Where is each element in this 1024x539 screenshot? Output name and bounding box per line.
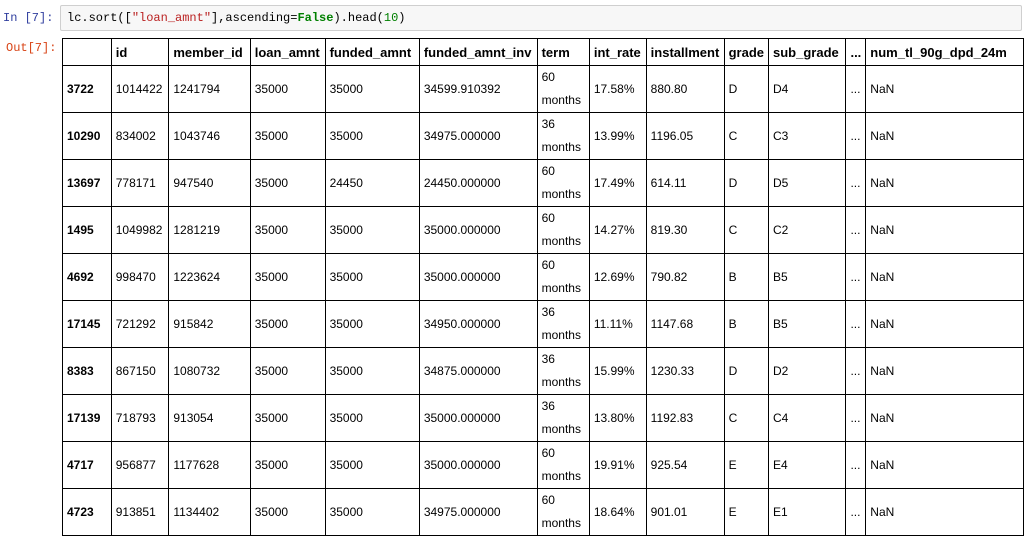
table-cell: 1043746 [169, 113, 250, 160]
table-cell: C [724, 207, 768, 254]
column-header: sub_grade [769, 39, 846, 66]
row-index: 17139 [63, 395, 112, 442]
input-prompt: In [7]: [3, 11, 54, 25]
table-cell: B [724, 254, 768, 301]
table-cell: 947540 [169, 160, 250, 207]
column-header: int_rate [589, 39, 646, 66]
code-input-cell[interactable] [60, 5, 1022, 31]
table-cell: 36 months [537, 348, 589, 395]
table-cell: 1281219 [169, 207, 250, 254]
table-cell: 718793 [111, 395, 169, 442]
table-cell: C3 [769, 113, 846, 160]
code-part: ],ascending= [211, 11, 298, 25]
table-cell: 834002 [111, 113, 169, 160]
table-row [63, 301, 1024, 348]
table-cell: NaN [866, 395, 1024, 442]
table-cell: 35000 [325, 442, 419, 489]
table-cell: 35000 [250, 207, 325, 254]
table-cell: 913851 [111, 489, 169, 536]
table-cell: 790.82 [646, 254, 724, 301]
column-header: funded_amnt_inv [419, 39, 537, 66]
table-cell: 35000 [250, 301, 325, 348]
table-cell: 35000 [250, 254, 325, 301]
table-cell: ... [846, 160, 866, 207]
table-cell: ... [846, 489, 866, 536]
table-cell: 956877 [111, 442, 169, 489]
table-row [63, 489, 1024, 536]
code-text [67, 10, 406, 26]
code-part: ).head( [333, 11, 384, 25]
table-cell: 35000.000000 [419, 207, 537, 254]
table-cell: 60 months [537, 254, 589, 301]
table-cell: 614.11 [646, 160, 724, 207]
table-cell: 18.64% [589, 489, 646, 536]
table-cell: 35000 [250, 442, 325, 489]
table-cell: NaN [866, 442, 1024, 489]
table-row [63, 66, 1024, 113]
table-cell: ... [846, 113, 866, 160]
table-cell: 1230.33 [646, 348, 724, 395]
table-header-row [63, 39, 1024, 66]
table-cell: 35000 [325, 489, 419, 536]
table-cell: C4 [769, 395, 846, 442]
table-cell: 11.11% [589, 301, 646, 348]
table-cell: E4 [769, 442, 846, 489]
table-cell: 913054 [169, 395, 250, 442]
table-cell: D [724, 348, 768, 395]
table-cell: 14.27% [589, 207, 646, 254]
table-cell: D5 [769, 160, 846, 207]
table-cell: 60 months [537, 442, 589, 489]
column-header: term [537, 39, 589, 66]
table-cell: ... [846, 66, 866, 113]
row-index: 13697 [63, 160, 112, 207]
dataframe-table [62, 38, 1024, 536]
row-index: 17145 [63, 301, 112, 348]
code-part: lc.sort([ [67, 11, 132, 25]
table-cell: 13.99% [589, 113, 646, 160]
column-header: installment [646, 39, 724, 66]
table-cell: 778171 [111, 160, 169, 207]
table-row [63, 442, 1024, 489]
table-cell: 36 months [537, 301, 589, 348]
code-number: 10 [383, 11, 399, 25]
table-row [63, 160, 1024, 207]
table-cell: 35000 [250, 395, 325, 442]
table-cell: 35000 [325, 348, 419, 395]
table-cell: 34875.000000 [419, 348, 537, 395]
table-cell: 1080732 [169, 348, 250, 395]
table-cell: NaN [866, 254, 1024, 301]
output-area [62, 38, 1024, 539]
table-cell: 60 months [537, 160, 589, 207]
table-cell: NaN [866, 160, 1024, 207]
table-row [63, 395, 1024, 442]
table-cell: 17.58% [589, 66, 646, 113]
table-row [63, 113, 1024, 160]
column-header: member_id [169, 39, 250, 66]
column-header: loan_amnt [250, 39, 325, 66]
table-cell: 34950.000000 [419, 301, 537, 348]
table-cell: 60 months [537, 66, 589, 113]
row-index: 4717 [63, 442, 112, 489]
row-index: 8383 [63, 348, 112, 395]
table-row [63, 254, 1024, 301]
table-cell: 1196.05 [646, 113, 724, 160]
table-cell: 19.91% [589, 442, 646, 489]
table-cell: 35000 [325, 254, 419, 301]
table-row [63, 207, 1024, 254]
table-cell: 1192.83 [646, 395, 724, 442]
table-cell: C2 [769, 207, 846, 254]
table-cell: 998470 [111, 254, 169, 301]
table-cell: NaN [866, 207, 1024, 254]
table-cell: 17.49% [589, 160, 646, 207]
table-cell: 819.30 [646, 207, 724, 254]
table-cell: 36 months [537, 395, 589, 442]
table-cell: 1223624 [169, 254, 250, 301]
table-cell: 24450.000000 [419, 160, 537, 207]
table-cell: 721292 [111, 301, 169, 348]
table-cell: D2 [769, 348, 846, 395]
table-cell: 1014422 [111, 66, 169, 113]
table-cell: 880.80 [646, 66, 724, 113]
table-cell: 1241794 [169, 66, 250, 113]
table-cell: E [724, 442, 768, 489]
table-cell: 1177628 [169, 442, 250, 489]
column-header: id [111, 39, 169, 66]
table-cell: 35000 [250, 348, 325, 395]
table-cell: 34599.910392 [419, 66, 537, 113]
table-cell: 34975.000000 [419, 489, 537, 536]
table-cell: D4 [769, 66, 846, 113]
table-cell: 60 months [537, 207, 589, 254]
table-cell: 34975.000000 [419, 113, 537, 160]
table-cell: B5 [769, 301, 846, 348]
table-cell: 12.69% [589, 254, 646, 301]
row-index: 4692 [63, 254, 112, 301]
column-header: funded_amnt [325, 39, 419, 66]
table-cell: 35000 [325, 207, 419, 254]
table-cell: 35000 [250, 489, 325, 536]
table-cell: NaN [866, 66, 1024, 113]
table-cell: NaN [866, 301, 1024, 348]
table-cell: C [724, 113, 768, 160]
table-cell: E1 [769, 489, 846, 536]
table-cell: 15.99% [589, 348, 646, 395]
code-keyword: False [297, 11, 334, 25]
row-index: 3722 [63, 66, 112, 113]
row-index: 4723 [63, 489, 112, 536]
table-cell: B [724, 301, 768, 348]
table-cell: 925.54 [646, 442, 724, 489]
table-cell: NaN [866, 348, 1024, 395]
column-header: ... [846, 39, 866, 66]
table-cell: E [724, 489, 768, 536]
table-cell: NaN [866, 113, 1024, 160]
table-cell: 35000 [325, 66, 419, 113]
table-row [63, 348, 1024, 395]
table-cell: ... [846, 395, 866, 442]
table-cell: D [724, 160, 768, 207]
table-cell: 35000.000000 [419, 442, 537, 489]
table-cell: 60 months [537, 489, 589, 536]
column-header [63, 39, 112, 66]
table-cell: C [724, 395, 768, 442]
table-cell: ... [846, 207, 866, 254]
table-cell: 1049982 [111, 207, 169, 254]
table-cell: B5 [769, 254, 846, 301]
output-prompt: Out[7]: [6, 41, 57, 55]
table-cell: 1147.68 [646, 301, 724, 348]
table-cell: 35000.000000 [419, 395, 537, 442]
table-cell: 24450 [325, 160, 419, 207]
column-header: num_tl_90g_dpd_24m [866, 39, 1024, 66]
table-cell: D [724, 66, 768, 113]
column-header: grade [724, 39, 768, 66]
table-cell: 35000 [250, 160, 325, 207]
table-cell: 867150 [111, 348, 169, 395]
table-cell: ... [846, 301, 866, 348]
table-cell: 35000 [250, 113, 325, 160]
code-part: ) [398, 11, 406, 25]
table-cell: 35000 [250, 66, 325, 113]
table-cell: ... [846, 442, 866, 489]
table-cell: 915842 [169, 301, 250, 348]
table-cell: ... [846, 348, 866, 395]
table-cell: 36 months [537, 113, 589, 160]
code-string: "loan_amnt" [131, 11, 212, 25]
table-cell: 35000 [325, 395, 419, 442]
row-index: 10290 [63, 113, 112, 160]
table-cell: 1134402 [169, 489, 250, 536]
table-cell: 35000 [325, 113, 419, 160]
table-cell: 35000 [325, 301, 419, 348]
table-cell: 35000.000000 [419, 254, 537, 301]
table-cell: 901.01 [646, 489, 724, 536]
table-cell: 13.80% [589, 395, 646, 442]
table-cell: NaN [866, 489, 1024, 536]
row-index: 1495 [63, 207, 112, 254]
table-cell: ... [846, 254, 866, 301]
